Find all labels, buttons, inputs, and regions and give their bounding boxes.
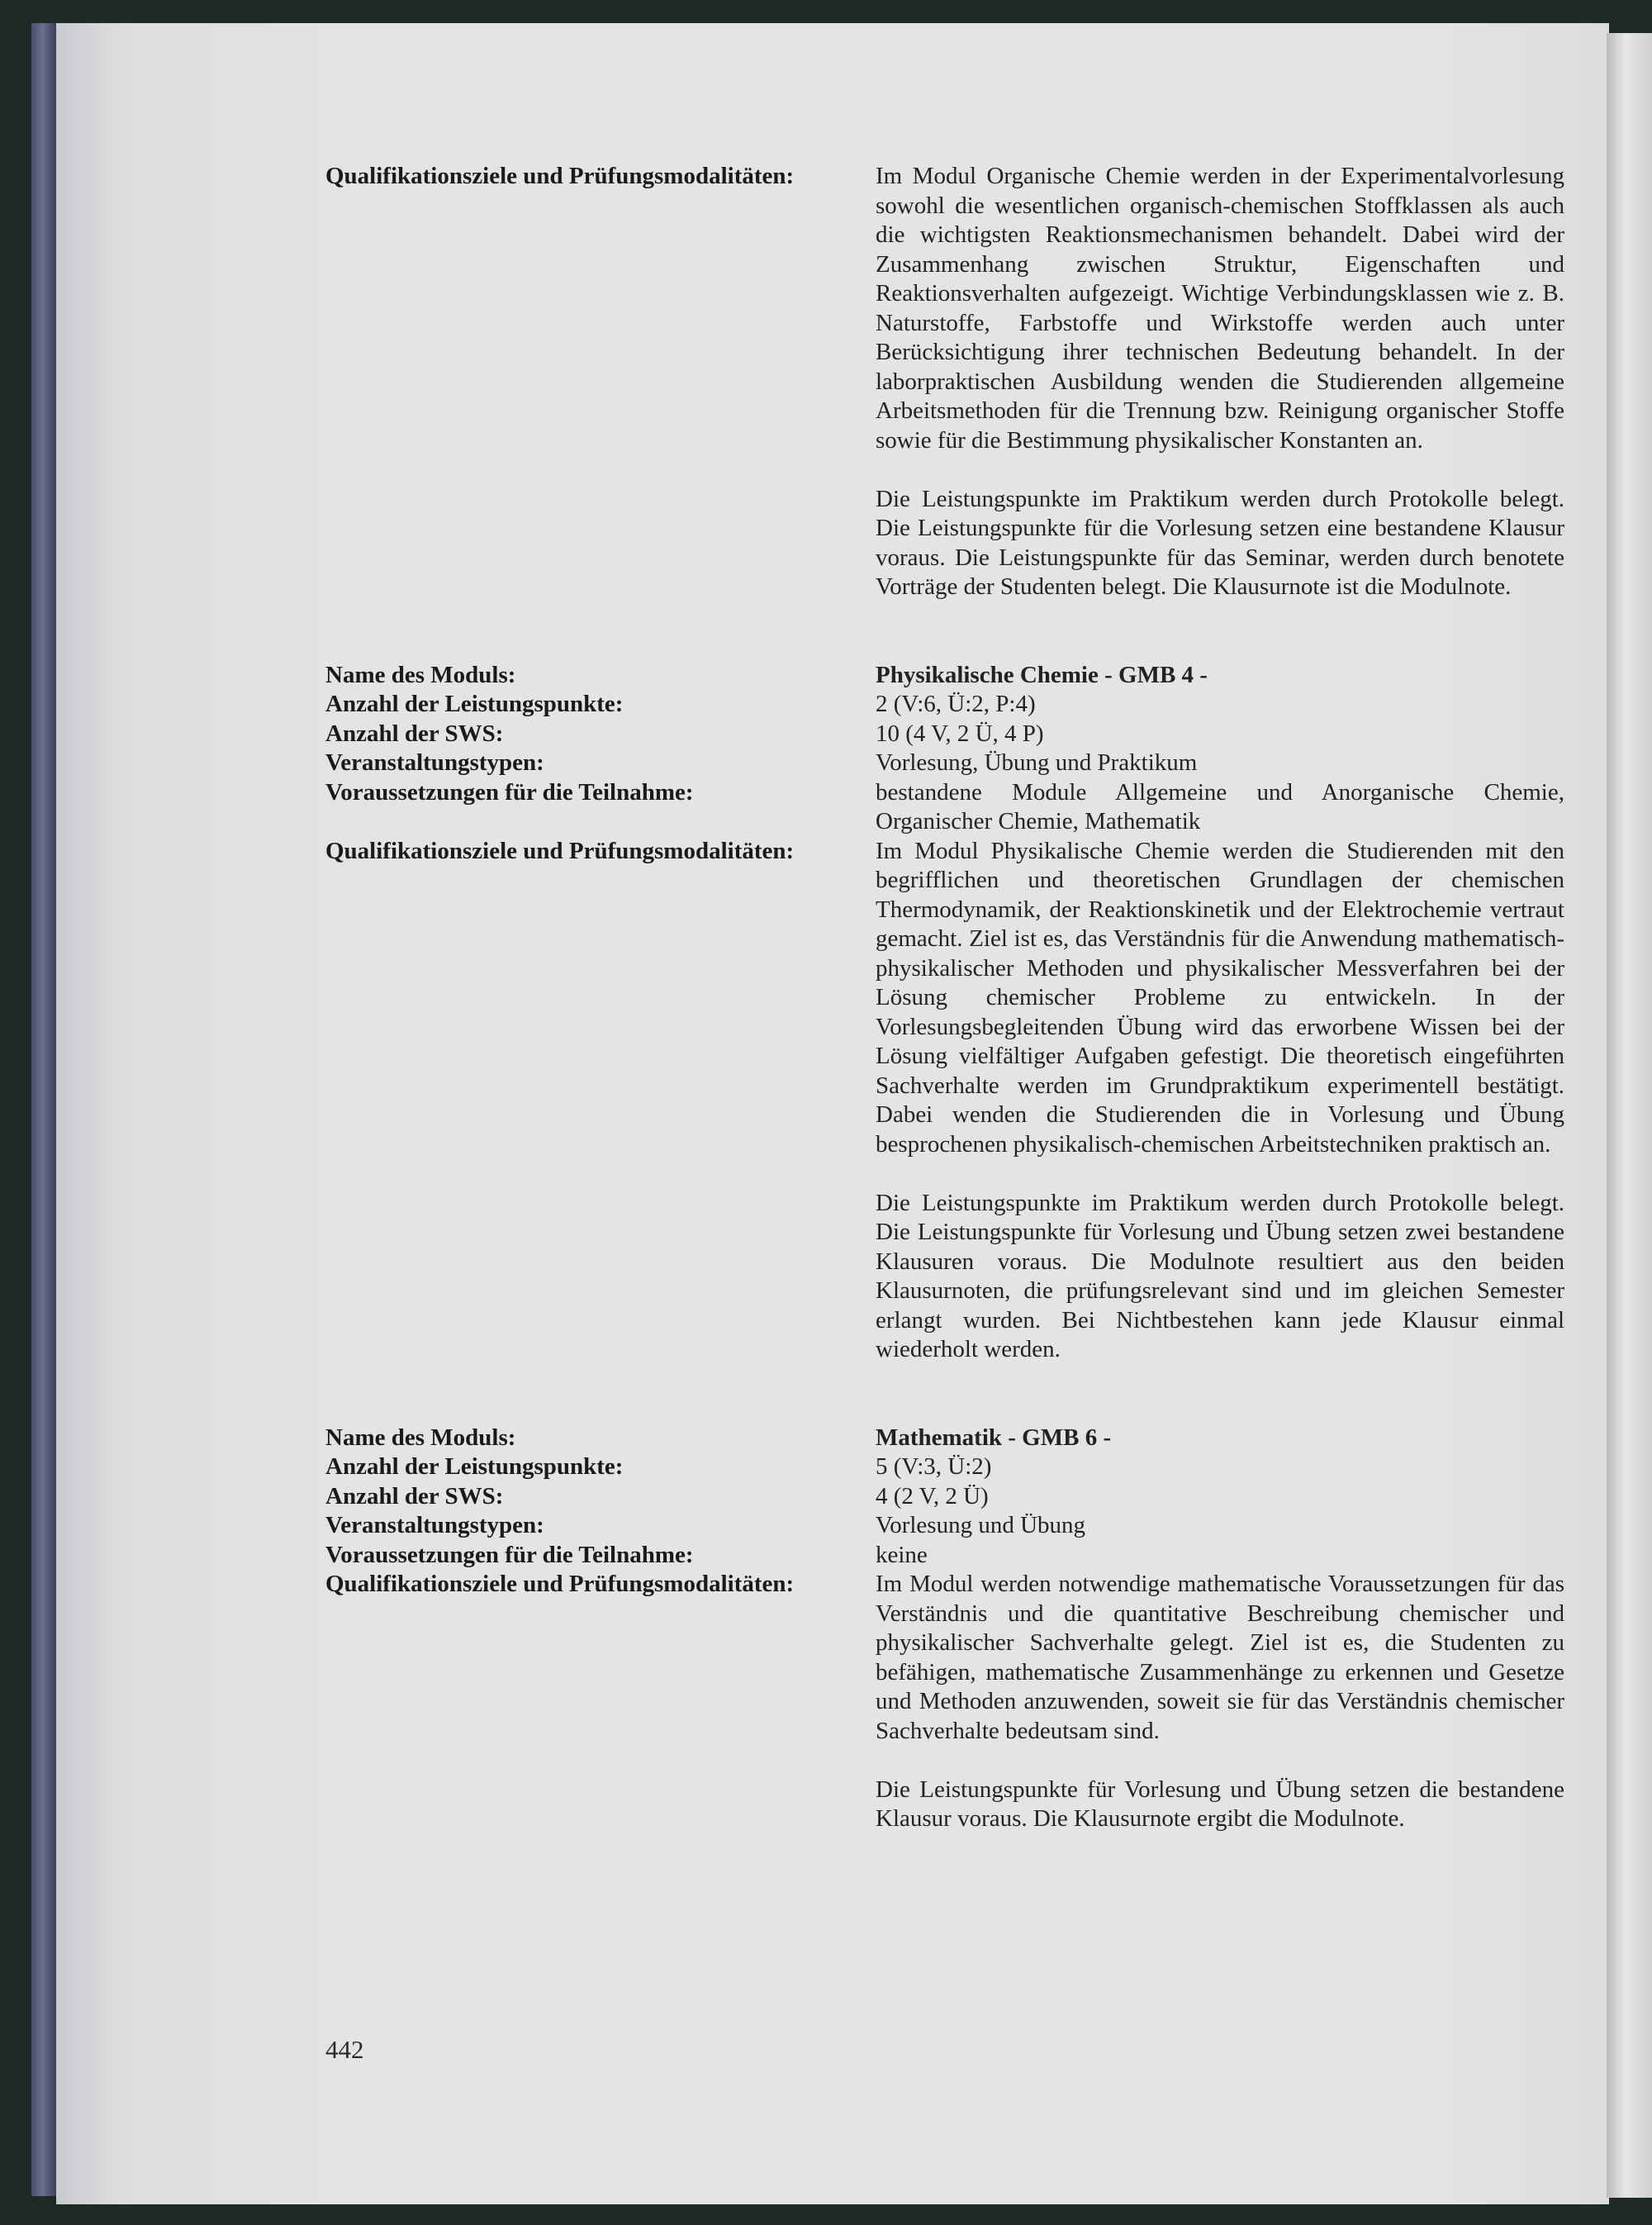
course-types-label: Veranstaltungstypen: bbox=[325, 749, 544, 776]
goals-paragraph: Im Modul Organische Chemie werden in der Experimentalvorlesung sowohl die wesentlichen organisch-chemischen Stoffklassen als auch die wichtigsten Reaktionsmechanismen behandelt. Dabei wird der Zusammenhang zwischen Struktur, Eigenschaften und Reaktionsverhalten aufgezeigt. Wichtige Verbindungsklassen wie z. B. Naturstoffe, Farbstoffe und Wirkstoffe werden auch unter Berücksichtigung ihrer technischen Bedeutung behandelt. In der laborpraktischen Ausbildung wenden die Studierenden allgemeine Arbeitsmethoden für die Trennung bzw. Reinigung organischer Stoffe sowie für die Bestimmung physikalischer Konstanten an. bbox=[876, 163, 1564, 454]
credit-points-value: 2 (V:6, Ü:2, P:4) bbox=[876, 691, 1036, 717]
course-types-value: Vorlesung und Übung bbox=[876, 1512, 1086, 1538]
module-name-row bbox=[325, 1424, 1564, 1453]
credit-points-value: 5 (V:3, Ü:2) bbox=[876, 1453, 992, 1480]
goals-label: Qualifikationsziele und Prüfungsmodalitäten: bbox=[325, 837, 795, 864]
sws-label: Anzahl der SWS: bbox=[325, 720, 504, 747]
book-spine-edge bbox=[31, 23, 56, 2196]
prerequisites-value: bestandene Module Allgemeine und Anorganische Chemie, Organischer Chemie, Mathematik bbox=[876, 778, 1564, 834]
prerequisites-value: keine bbox=[876, 1541, 928, 1568]
sws-row bbox=[325, 1482, 1564, 1512]
goals-row bbox=[325, 837, 1564, 1365]
prerequisites-row bbox=[325, 1541, 1564, 1571]
goals-label: Qualifikationsziele und Prüfungsmodalitäten: bbox=[325, 1571, 795, 1597]
sws-row bbox=[325, 720, 1564, 749]
prerequisites-label: Voraussetzungen für die Teilnahme: bbox=[325, 778, 694, 806]
course-types-row bbox=[325, 1511, 1564, 1541]
module-name-value: Physikalische Chemie - GMB 4 - bbox=[876, 661, 1208, 688]
course-types-row bbox=[325, 749, 1564, 778]
sws-value: 10 (4 V, 2 Ü, 4 P) bbox=[876, 720, 1044, 747]
sws-label: Anzahl der SWS: bbox=[325, 1482, 504, 1509]
module-name-label: Name des Moduls: bbox=[325, 1424, 516, 1451]
goals-label: Qualifikationsziele und Prüfungsmodalitäten: bbox=[325, 163, 795, 189]
course-types-value: Vorlesung, Übung und Praktikum bbox=[876, 749, 1198, 776]
page-content bbox=[325, 162, 1564, 1834]
credits-paragraph: Die Leistungspunkte im Praktikum werden durch Protokolle belegt. Die Leistungspunkte für die Vorlesung setzen eine bestandene Klausur voraus. Die Leistungspunkte für das Seminar, werden durch benotete Vorträge der Studenten belegt. Die Klausurnote ist die Modulnote. bbox=[876, 485, 1564, 600]
prerequisites-row bbox=[325, 778, 1564, 837]
module-name-label: Name des Moduls: bbox=[325, 661, 516, 688]
credit-points-row bbox=[325, 690, 1564, 720]
module-name-row bbox=[325, 661, 1564, 691]
module-mathematics bbox=[325, 1424, 1564, 1834]
goals-row bbox=[325, 1570, 1564, 1834]
goals-text bbox=[876, 162, 1564, 602]
credit-points-row bbox=[325, 1452, 1564, 1482]
credits-paragraph: Die Leistungspunkte für Vorlesung und Übung setzen die bestandene Klausur voraus. Die Klausurnote ergibt die Modulnote. bbox=[876, 1776, 1564, 1832]
goals-row bbox=[325, 162, 1564, 602]
module-organic-chemistry bbox=[325, 162, 1564, 602]
goals-text bbox=[876, 837, 1564, 1365]
goals-text bbox=[876, 1570, 1564, 1834]
goals-paragraph: Im Modul Physikalische Chemie werden die Studierenden mit den begrifflichen und theoretischen Grundlagen der chemischen Thermodynamik, der Reaktionskinetik und der Elektrochemie vertraut gemacht. Ziel ist es, das Verständnis für die Anwendung mathematisch-physikalischer Methoden und physikalischer Messverfahren bei der Lösung chemischer Probleme zu entwickeln. In der Vorlesungsbegleitenden Übung wird das erworbene Wissen bei der Lösung vielfältiger Aufgaben gefestigt. Die theoretisch eingeführten Sachverhalte werden im Grundpraktikum experimentell bestätigt. Dabei wenden die Studierenden die in Vorlesung und Übung besprochenen physikalisch-chemischen Arbeitstechniken praktisch an. bbox=[876, 837, 1564, 1158]
prerequisites-label: Voraussetzungen für die Teilnahme: bbox=[325, 1541, 694, 1568]
page-number: 442 bbox=[325, 2035, 364, 2064]
credit-points-label: Anzahl der Leistungspunkte: bbox=[325, 1453, 624, 1480]
module-physical-chemistry bbox=[325, 661, 1564, 1365]
next-page-edge bbox=[1607, 33, 1652, 2198]
credit-points-label: Anzahl der Leistungspunkte: bbox=[325, 691, 624, 717]
credits-paragraph: Die Leistungspunkte im Praktikum werden durch Protokolle belegt. Die Leistungspunkte für Vorlesung und Übung setzen zwei bestandene Klausuren voraus. Die Modulnote resultiert aus den beiden Klausurnoten, die prüfungsrelevant sind und im gleichen Semester erlangt wurden. Bei Nichtbestehen kann jede Klausur einmal wiederholt werden. bbox=[876, 1189, 1564, 1362]
course-types-label: Veranstaltungstypen: bbox=[325, 1512, 544, 1538]
module-name-value: Mathematik - GMB 6 - bbox=[876, 1424, 1112, 1451]
goals-paragraph: Im Modul werden notwendige mathematische Voraussetzungen für das Verständnis und die quantitative Beschreibung chemischer und physikalischer Sachverhalte gelegt. Ziel ist es, die Studenten zu befähigen, mathematische Zusammenhänge zu erkennen und Gesetze und Methoden anzuwenden, soweit sie für das Verständnis chemischer Sachverhalte bedeutsam sind. bbox=[876, 1571, 1564, 1744]
sws-value: 4 (2 V, 2 Ü) bbox=[876, 1482, 989, 1509]
